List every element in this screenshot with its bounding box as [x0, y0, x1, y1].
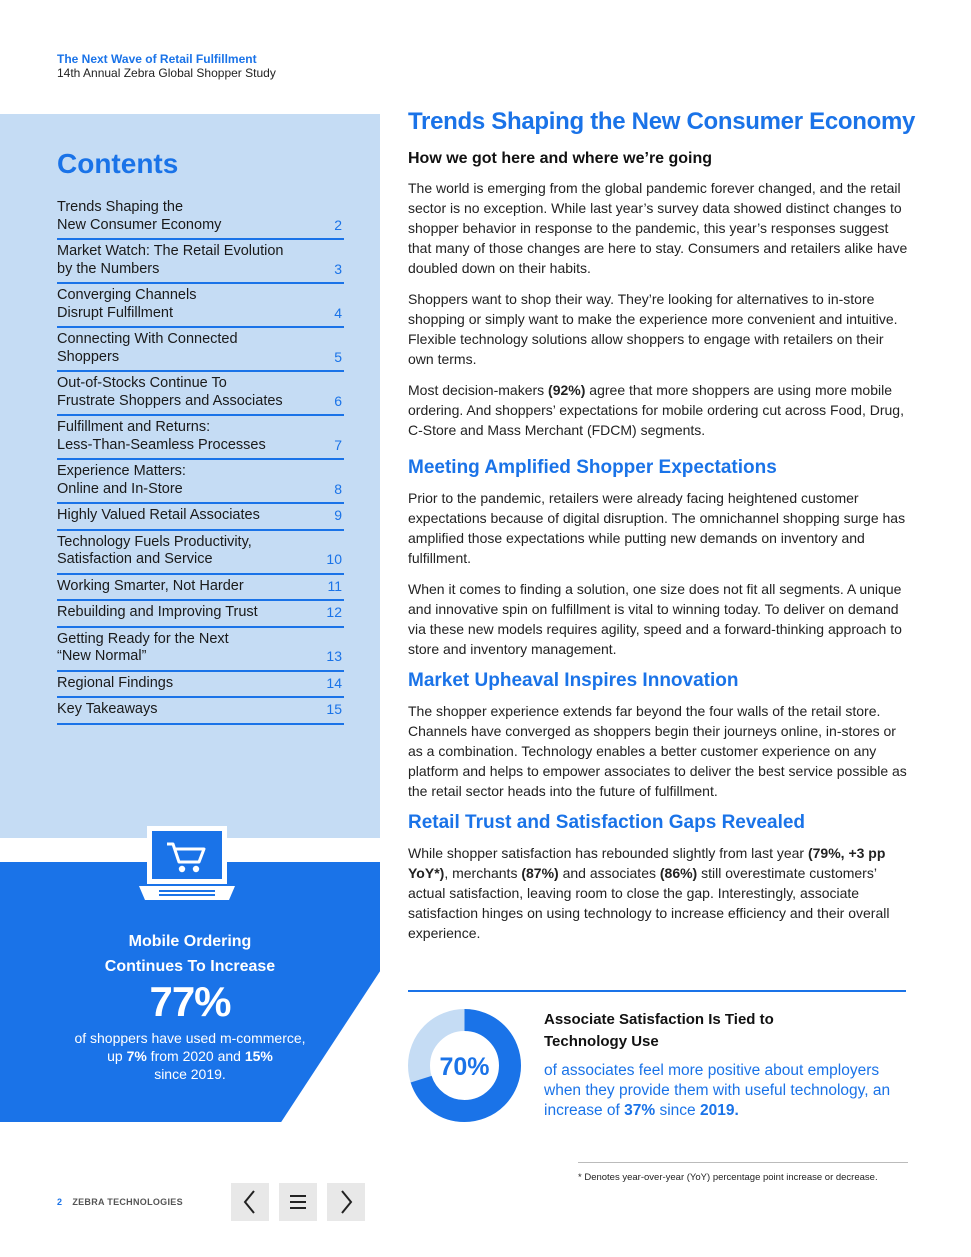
contents-item-page: 11 [327, 577, 342, 594]
paragraph-4: Prior to the pandemic, retailers were already facing heightened customer expectations because of digital disruption. The omnichannel shopping surge has amplified those expectations while putting new demands on inventory and fulfillment. [408, 490, 906, 566]
contents-item-page: 2 [334, 216, 342, 233]
donut-label: 70% [439, 1053, 490, 1081]
paragraph-2: Shoppers want to shop their way. They’re looking for alternatives to in-store shopping or simply want to make the experience more convenient and intuitive. Flexible technology solutions allow shoppers to engage with retailers on their own terms. [408, 291, 898, 367]
paragraph-3: Most decision-makers (92%) agree that more shoppers are using more mobile ordering. And shoppers’ expectations for mobile ordering cut across Food, Drug, C-Store and Mass Merchant (FDCM) segments. [408, 382, 904, 438]
contents-item-label: Experience Matters: Online and In-Store [57, 463, 186, 497]
contents-title: Contents [57, 148, 179, 179]
contents-item[interactable] [57, 240, 344, 284]
document-subtitle: 14th Annual Zebra Global Shopper Study [57, 66, 276, 80]
contents-item-label: Highly Valued Retail Associates [57, 507, 260, 523]
stat-title-line1: Associate Satisfaction Is Tied to [544, 1011, 774, 1028]
next-page-button[interactable] [327, 1183, 365, 1221]
contents-item-label: Fulfillment and Returns: Less-Than-Seamless Processes [57, 419, 266, 453]
contents-item[interactable] [57, 698, 344, 725]
promo-text-line1: of shoppers have used m-commerce, [74, 1030, 306, 1046]
promo-title [40, 929, 340, 979]
contents-item-label: Getting Ready for the Next “New Normal” [57, 630, 229, 664]
contents-item[interactable] [57, 601, 344, 628]
contents-item[interactable] [57, 328, 344, 372]
contents-item-page: 8 [334, 480, 342, 497]
contents-item-label: Working Smarter, Not Harder [57, 577, 244, 594]
contents-item-page: 14 [326, 674, 342, 691]
paragraph-7: While shopper satisfaction has rebounded slightly from last year (79%, +3 pp YoY*), merchants (87%) and associates (86%) still overestimate customers’ actual satisfaction, leaving room to close the gap. Interestingly, associate satisfaction hinges on using technology to increase efficiency and their overall experience. [408, 845, 890, 941]
page-footer [57, 1197, 183, 1207]
contents-item[interactable] [57, 284, 344, 328]
footnote: * Denotes year-over-year (YoY) percentage point increase or decrease. [578, 1172, 878, 1183]
contents-item-page: 6 [334, 392, 342, 409]
section-heading-innovation: Market Upheaval Inspires Innovation [408, 670, 739, 691]
menu-icon [279, 1183, 317, 1221]
promo-text-line2: up 7% from 2020 and 15% [107, 1048, 273, 1064]
chevron-right-icon [327, 1183, 365, 1221]
contents-item-label: Technology Fuels Productivity, Satisfaction and Service [57, 533, 252, 567]
contents-item-label: Out-of-Stocks Continue To Frustrate Shoppers and Associates [57, 375, 283, 409]
page-subtitle: How we got here and where we’re going [408, 150, 713, 167]
promo-title-line1: Mobile Ordering [128, 933, 252, 950]
promo-text [40, 1029, 340, 1083]
section-heading-trust: Retail Trust and Satisfaction Gaps Revealed [408, 812, 806, 833]
chevron-left-icon [231, 1183, 269, 1221]
paragraph-1: The world is emerging from the global pandemic forever changed, and the retail sector is no exception. While last year’s survey data showed distinct changes to shopper behavior in response to the pandemic, this year’s responses suggest that many of those changes are here to stay. Consumers and retailers alike have doubled down on their habits. [408, 180, 908, 276]
contents-item[interactable] [57, 672, 344, 699]
promo-text-line3: since 2019. [154, 1066, 226, 1082]
stat-title [544, 1009, 874, 1053]
contents-item-page: 10 [326, 551, 342, 567]
document-header [57, 52, 276, 80]
contents-item-label: Market Watch: The Retail Evolution by the Numbers [57, 243, 284, 277]
contents-item-page: 5 [334, 348, 342, 365]
page-number: 2 [57, 1197, 63, 1207]
contents-item-label: Key Takeaways [57, 701, 158, 717]
contents-item-page: 13 [326, 648, 342, 664]
paragraph-6: The shopper experience extends far beyond the four walls of the retail store. Channels have converged as shoppers begin their journeys online, in-stores or as a combination. Technology enables a better customer experience on any platform and helps to empower associates to deliver the best service possible as the retail sector heads into the future of fulfillment. [408, 703, 907, 799]
document-title: The Next Wave of Retail Fulfillment [57, 52, 257, 66]
menu-button[interactable] [279, 1183, 317, 1221]
contents-item-label: Trends Shaping the New Consumer Economy [57, 199, 222, 233]
promo-stat: 77% [149, 978, 231, 1025]
footnote-rule [578, 1162, 908, 1163]
contents-item-page: 9 [334, 507, 342, 523]
contents-item-page: 15 [326, 701, 342, 717]
contents-item-page: 3 [334, 260, 342, 277]
contents-list [57, 196, 344, 725]
contents-item[interactable] [57, 372, 344, 416]
contents-item-label: Converging Channels Disrupt Fulfillment [57, 287, 197, 321]
contents-item-page: 7 [334, 436, 342, 453]
contents-item-label: Connecting With Connected Shoppers [57, 331, 238, 365]
laptop-cart-icon [137, 824, 237, 906]
prev-page-button[interactable] [231, 1183, 269, 1221]
contents-item[interactable] [57, 531, 344, 575]
donut-chart [408, 1009, 521, 1122]
contents-item-label: Rebuilding and Improving Trust [57, 604, 258, 620]
stat-title-line2: Technology Use [544, 1033, 659, 1050]
contents-item[interactable] [57, 575, 344, 602]
contents-item[interactable] [57, 628, 344, 672]
contents-item-page: 12 [326, 604, 342, 620]
promo-title-line2: Continues To Increase [104, 958, 276, 975]
stat-text: of associates feel more positive about employers when they provide them with useful technology, an increase of 37% since 2019. [544, 1062, 891, 1119]
contents-item-label: Regional Findings [57, 674, 174, 691]
brand-name: ZEBRA TECHNOLOGIES [72, 1197, 183, 1207]
contents-item[interactable] [57, 460, 344, 504]
contents-item[interactable] [57, 504, 344, 531]
contents-item-page: 4 [334, 304, 342, 321]
page-title: Trends Shaping the New Consumer Economy [408, 108, 916, 135]
callout-divider [408, 990, 906, 992]
paragraph-5: When it comes to finding a solution, one size does not fit all segments. A unique and innovative spin on fulfillment is vital to winning today. To deliver on demand via these new models requires agility, speed and a forward-thinking approach to store and inventory management. [408, 581, 902, 657]
section-heading-expectations: Meeting Amplified Shopper Expectations [408, 457, 777, 478]
contents-item[interactable] [57, 196, 344, 240]
contents-item[interactable] [57, 416, 344, 460]
